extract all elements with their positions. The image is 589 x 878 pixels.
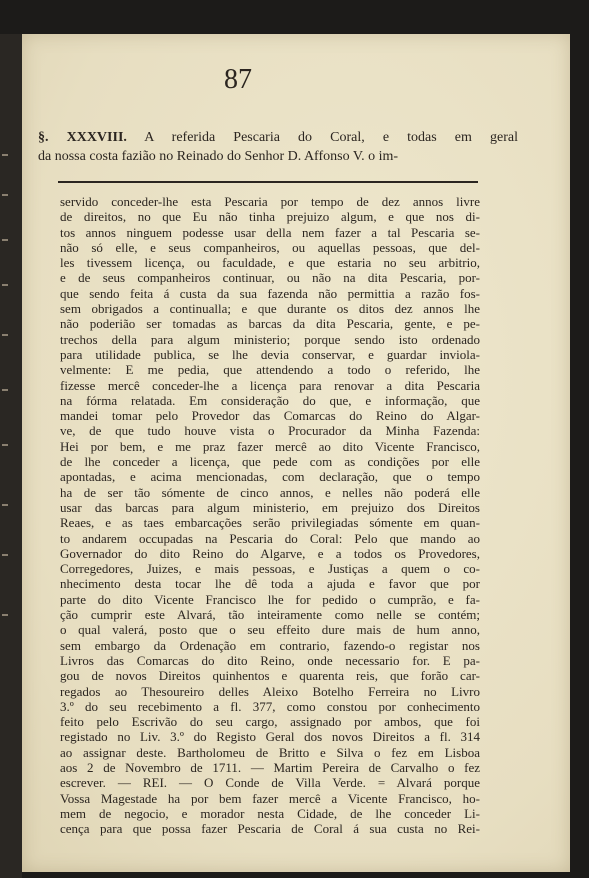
body-line: sem obrigados a continualla; e que durante os ditos dez annos lhe <box>60 301 480 317</box>
body-line: de direitos, no que Eu não tinha prejuizo algum, e que nos di- <box>60 209 480 225</box>
body-line: não só elle, e seus companheiros, ou aquellas pessoas, que del- <box>60 239 480 255</box>
heading-line-2: da nossa costa fazião no Reinado do Senhor D. Affonso V. o im- <box>38 149 399 164</box>
body-line: ha de ser tão sómente de cinco annos, e nelles não poderá elle <box>60 484 480 500</box>
body-line: que sendo feita á custa da sua fazenda não permittia a razão fos- <box>60 285 480 301</box>
body-line: mem de negocio, e morador nesta Cidade, de lhe conceder Li- <box>60 805 480 821</box>
body-line: ção cumprir este Alvará, tão inteiramente como nelle se contém; <box>60 607 480 623</box>
body-line: escrever. — REI. — O Conde de Villa Verde. = Alvará porque <box>60 775 480 791</box>
heading-line-1-text: A referida Pescaria do Coral, e todas em geral <box>144 130 518 145</box>
body-line: parte do dito Vicente Francisco lhe for pedido o cumprão, e fa- <box>60 591 480 607</box>
body-line: Governador do dito Reino do Algarve, e a todos os Provedores, <box>60 545 480 561</box>
page-number: 87 <box>224 64 252 95</box>
body-line: gou de novos Direitos quinhentos e quarenta reis, que forão car- <box>60 668 480 684</box>
body-line: Corregedores, Juizes, e mais pessoas, e Justiças a quem o co- <box>60 561 480 577</box>
body-line: não poderião ser tomadas as barcas da dita Pescaria, gente, e pe- <box>60 316 480 332</box>
body-line: aos 2 de Novembro de 1711. — Martim Pereira de Carvalho o fez <box>60 759 480 775</box>
section-number: §. XXXVIII. <box>38 130 127 145</box>
body-line: mandei tomar pelo Provedor das Comarcas do Reino do Algar- <box>60 408 480 424</box>
body-line: usar das barcas para algum ministerio, em prejuizo dos Direitos <box>60 499 480 515</box>
body-line: ve, de que tudo houve vista o Procurador da Minha Fazenda: <box>60 423 480 439</box>
heading-line-1 <box>38 128 518 147</box>
body-line: na fórma relatada. Em consideração do que, e informação, que <box>60 392 480 408</box>
divider-rule <box>58 181 478 183</box>
body-line: fizesse mercê conceder-lhe a licença para renovar a dita Pescaria <box>60 377 480 393</box>
body-line: Livros das Comarcas do dito Reino, onde necessario for. E pa- <box>60 652 480 668</box>
body-line: tos annos ninguem podesse usar della nem fazer a tal Pescaria se- <box>60 224 480 240</box>
section-heading <box>38 128 518 166</box>
body-line: regados ao Thesoureiro delles Aleixo Botelho Ferreira no Livro <box>60 683 480 699</box>
body-line: trechos della para algum ministerio; porque sendo isto ordenado <box>60 331 480 347</box>
body-line: feito pelo Escrivão do seu cargo, assignado por ambos, que foi <box>60 714 480 730</box>
body-line: sem embargo da Ordenação em contrario, fazendo-o registar nos <box>60 637 480 653</box>
body-line: servido conceder-lhe esta Pescaria por tempo de dez annos livre <box>60 194 480 209</box>
body-line: de lhe conceder a licença, que pede com as condições por elle <box>60 454 480 470</box>
body-line: to andarem occupadas na Pescaria do Coral: Pelo que mando ao <box>60 530 480 546</box>
body-line: registado no Liv. 3.º do Registo Geral dos novos Direitos a fl. 314 <box>60 729 480 745</box>
body-line: cença para que possa fazer Pescaria de Coral á sua custa no Rei- <box>60 821 480 837</box>
body-line: Hei por bem, e me praz fazer mercê ao dito Vicente Francisco, <box>60 438 480 454</box>
body-line: para utilidade publica, se lhe devia conservar, e guardar inviola- <box>60 346 480 362</box>
body-line: nhecimento desta tocar lhe dê toda a ajuda e favor que por <box>60 576 480 592</box>
body-line: ao assignar deste. Bartholomeu de Britto e Silva o fez em Lisboa <box>60 744 480 760</box>
body-line: e de seus companheiros continuar, ou não na dita Pescaria, por- <box>60 270 480 286</box>
body-line: 3.º do seu recebimento a fl. 377, como constou por conhecimento <box>60 698 480 714</box>
body-line: o qual valerá, posto que o seu effeito dure mais de hum anno, <box>60 622 480 638</box>
body-line: velmente: E me pedia, que attendendo a todo o referido, lhe <box>60 362 480 378</box>
body-line: les tivessem licença, ou faculdade, e que estaria no seu arbitrio, <box>60 255 480 271</box>
body-line: Reaes, e as taes embarcações serão privilegiadas sómente em quan- <box>60 515 480 531</box>
adjacent-page-edge <box>0 34 22 878</box>
body-line: apontadas, e acima mencionadas, com declaração, que o tempo <box>60 469 480 485</box>
body-text <box>60 194 480 836</box>
body-line: Vossa Magestade ha por bem fazer mercê a Vicente Francisco, ho- <box>60 790 480 806</box>
